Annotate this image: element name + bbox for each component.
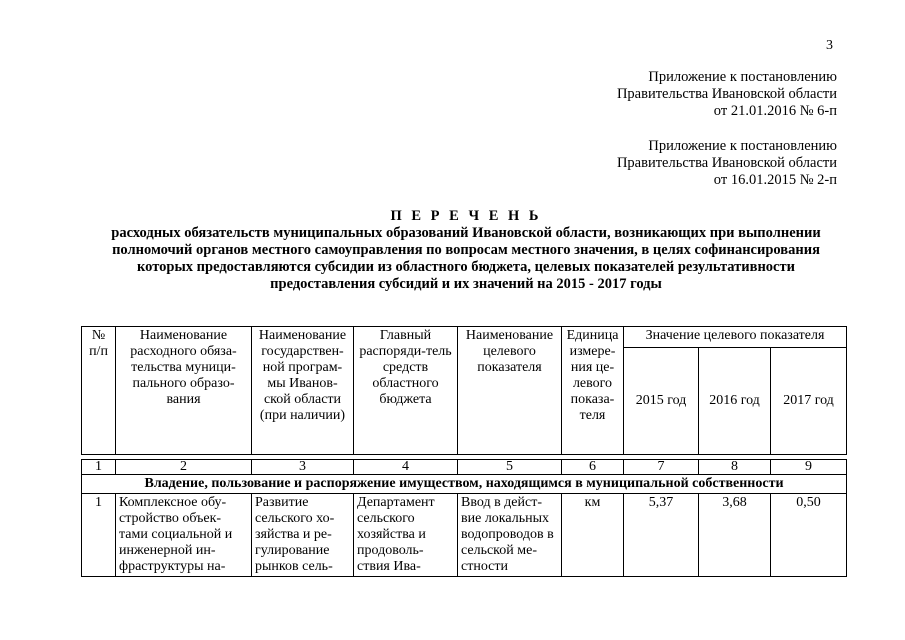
header-program: Наименование государствен-ной програм-мы Иванов-ской области (при наличии)	[252, 327, 354, 455]
row-value-2017: 0,50	[771, 494, 847, 577]
title-heading: П Е Р Е Ч Е Н Ь	[390, 208, 542, 224]
header-number: № п/п	[82, 327, 116, 455]
title-line: предоставления субсидий и их значений на 2015 - 2017 годы	[270, 276, 662, 292]
appendix-line: от 21.01.2016 № 6-п	[713, 103, 837, 119]
header-indicator: Наименование целевого показателя	[458, 327, 562, 455]
row-manager: Департамент сельского хозяйства и продоволь-ствия Ива-	[354, 494, 458, 577]
row-program: Развитие сельского хо-зяйства и ре-гулирование рынков сель-	[252, 494, 354, 577]
title-line: расходных обязательств муниципальных образований Ивановской области, возникающих при выполнении	[111, 225, 821, 241]
appendix-line: Приложение к постановлению	[648, 69, 837, 85]
column-number: 5	[458, 460, 562, 475]
obligations-table	[81, 326, 847, 577]
page-number: 3	[826, 38, 833, 53]
header-unit: Единица измере-ния це-левого показа-теля	[562, 327, 624, 455]
row-value-2015: 5,37	[624, 494, 699, 577]
row-number: 1	[82, 494, 116, 577]
title-line: которых предоставляются субсидии из областного бюджета, целевых показателей результативности	[137, 259, 795, 275]
header-year-2016: 2016 год	[699, 348, 771, 455]
table-row	[82, 494, 847, 577]
header-target-values: Значение целевого показателя	[624, 327, 847, 348]
appendix-line: от 16.01.2015 № 2-п	[713, 172, 837, 188]
column-number: 2	[116, 460, 252, 475]
column-number: 4	[354, 460, 458, 475]
section-row	[82, 475, 847, 494]
row-value-2016: 3,68	[699, 494, 771, 577]
title-line: полномочий органов местного самоуправления по вопросам местного значения, в целях софинансирования	[112, 242, 820, 258]
column-number: 9	[771, 460, 847, 475]
column-numbers-row	[82, 460, 847, 475]
appendix-reference-2016	[617, 69, 837, 120]
column-number: 3	[252, 460, 354, 475]
appendix-reference-2015	[617, 138, 837, 189]
header-obligation: Наименование расходного обяза-тельства муници-пального образо-вания	[116, 327, 252, 455]
column-number: 6	[562, 460, 624, 475]
header-manager: Главный распоряди-тель средств областного бюджета	[354, 327, 458, 455]
section-title: Владение, пользование и распоряжение имуществом, находящимся в муниципальной собственности	[82, 475, 847, 494]
appendix-line: Правительства Ивановской области	[616, 86, 837, 102]
appendix-line: Приложение к постановлению	[648, 138, 837, 154]
row-unit: км	[562, 494, 624, 577]
appendix-line: Правительства Ивановской области	[616, 155, 837, 171]
row-obligation: Комплексное обу-стройство объек-тами социальной и инженерной ин-фраструктуры на-	[116, 494, 252, 577]
header-row	[82, 327, 847, 348]
header-year-2017: 2017 год	[771, 348, 847, 455]
column-number: 8	[699, 460, 771, 475]
column-number: 1	[82, 460, 116, 475]
row-indicator: Ввод в дейст-вие локальных водопроводов в сельской ме-стности	[458, 494, 562, 577]
document-title	[86, 208, 846, 293]
header-year-2015: 2015 год	[624, 348, 699, 455]
column-number: 7	[624, 460, 699, 475]
